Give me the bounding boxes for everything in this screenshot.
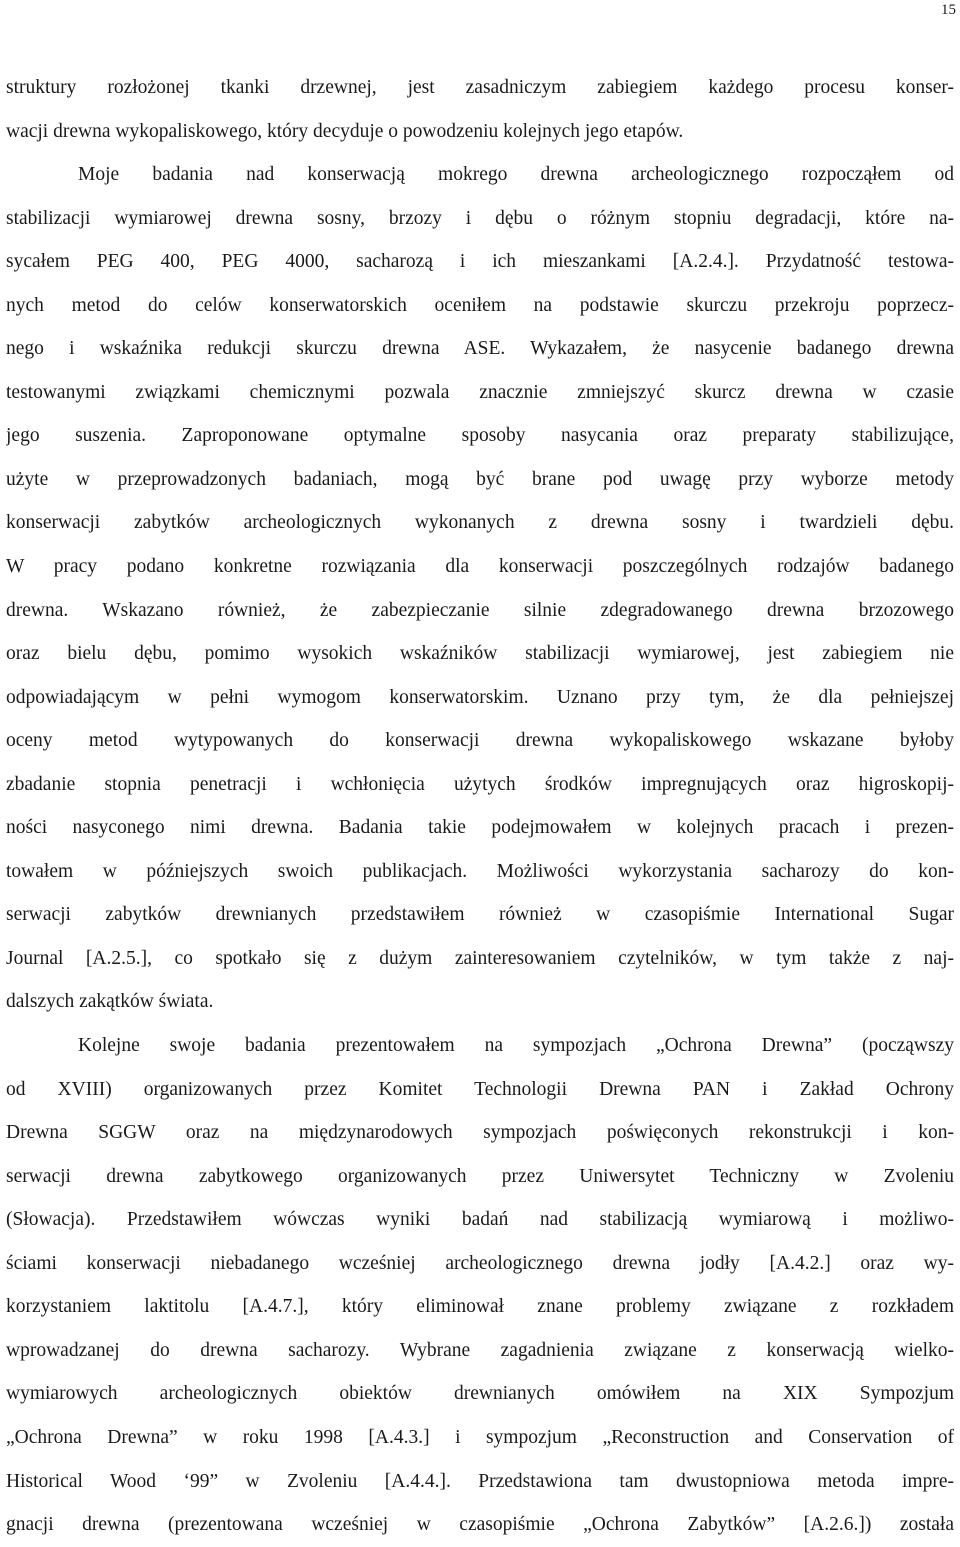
page-number: 15 — [941, 2, 956, 18]
text-line: od XVIII) organizowanych przez Komitet Technologii Drewna PAN i Zakład Ochrony — [6, 1078, 954, 1100]
text-line: Drewna SGGW oraz na międzynarodowych sympozjach poświęconych rekonstrukcji i kon- — [6, 1122, 954, 1144]
text-line: Historical Wood ‘99” w Zvoleniu [A.4.4.]. Przedstawiona tam dwustopniowa metoda impre- — [6, 1470, 954, 1492]
text-line: konserwacji zabytków archeologicznych wykonanych z drewna sosny i twardzieli dębu. — [6, 512, 954, 534]
text-line: odpowiadającym w pełni wymogom konserwatorskim. Uznano przy tym, że dla pełniejszej — [6, 686, 954, 708]
text-line: testowanymi związkami chemicznymi pozwala znacznie zmniejszyć skurcz drewna w czasie — [6, 381, 954, 403]
text-line: gnacji drewna (prezentowana wcześniej w czasopiśmie „Ochrona Zabytków” [A.2.6.]) została — [6, 1514, 954, 1536]
text-line: towałem w późniejszych swoich publikacjach. Możliwości wykorzystania sacharozy do kon- — [6, 860, 954, 882]
text-line: nego i wskaźnika redukcji skurczu drewna ASE. Wykazałem, że nasycenie badanego drewna — [6, 338, 954, 360]
text-line: serwacji drewna zabytkowego organizowanych przez Uniwersytet Techniczny w Zvoleniu — [6, 1165, 954, 1187]
text-line: wacji drewna wykopaliskowego, który decyduje o powodzeniu kolejnych jego etapów. — [6, 120, 684, 142]
text-line: oraz bielu dębu, pomimo wysokich wskaźników stabilizacji wymiarowej, jest zabiegiem nie — [6, 643, 954, 665]
text-line: serwacji zabytków drewnianych przedstawiłem również w czasopiśmie International Sugar — [6, 904, 954, 926]
text-line: jego suszenia. Zaproponowane optymalne sposoby nasycania oraz preparaty stabilizujące, — [6, 425, 954, 447]
text-line: Moje badania nad konserwacją mokrego drewna archeologicznego rozpocząłem od — [78, 164, 954, 186]
text-line: korzystaniem laktitolu [A.4.7.], który eliminował znane problemy związane z rozkładem — [6, 1296, 954, 1318]
text-line: ności nasyconego nimi drewna. Badania takie podejmowałem w kolejnych pracach i prezen- — [6, 817, 954, 839]
text-line: W pracy podano konkretne rozwiązania dla konserwacji poszczególnych rodzajów badanego — [6, 556, 954, 578]
text-line: Journal [A.2.5.], co spotkało się z dużym zainteresowaniem czytelników, w tym także z naj- — [6, 947, 954, 969]
text-line: nych metod do celów konserwatorskich oceniłem na podstawie skurczu przekroju poprzecz- — [6, 294, 954, 316]
text-line: „Ochrona Drewna” w roku 1998 [A.4.3.] i sympozjum „Reconstruction and Conservation of — [6, 1426, 954, 1448]
text-line: sycałem PEG 400, PEG 4000, sacharozą i ich mieszankami [A.2.4.]. Przydatność testowa- — [6, 251, 954, 273]
text-line: ściami konserwacji niebadanego wcześniej archeologicznego drewna jodły [A.4.2.] oraz wy- — [6, 1252, 954, 1274]
text-line: dalszych zakątków świata. — [6, 991, 214, 1013]
text-line: Kolejne swoje badania prezentowałem na sympozjach „Ochrona Drewna” (począwszy — [78, 1035, 954, 1057]
text-line: oceny metod wytypowanych do konserwacji drewna wykopaliskowego wskazane byłoby — [6, 730, 954, 752]
text-line: drewna. Wskazano również, że zabezpieczanie silnie zdegradowanego drewna brzozowego — [6, 599, 954, 621]
text-line: zbadanie stopnia penetracji i wchłonięcia użytych środków impregnujących oraz higroskopij- — [6, 773, 954, 795]
text-line: wprowadzanej do drewna sacharozy. Wybrane zagadnienia związane z konserwacją wielko- — [6, 1339, 954, 1361]
text-line: struktury rozłożonej tkanki drzewnej, jest zasadniczym zabiegiem każdego procesu konser- — [6, 77, 954, 98]
text-line: (Słowacja). Przedstawiłem wówczas wyniki badań nad stabilizacją wymiarową i możliwo- — [6, 1209, 954, 1231]
document-body — [6, 66, 954, 1547]
text-line: wymiarowych archeologicznych obiektów drewnianych omówiłem na XIX Sympozjum — [6, 1383, 954, 1405]
text-line: stabilizacji wymiarowej drewna sosny, brzozy i dębu o różnym stopniu degradacji, które na- — [6, 207, 954, 229]
text-line: użyte w przeprowadzonych badaniach, mogą być brane pod uwagę przy wyborze metody — [6, 468, 954, 490]
